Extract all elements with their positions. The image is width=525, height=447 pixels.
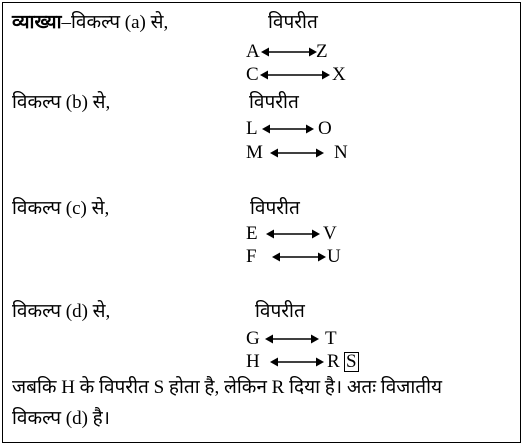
double-arrow-icon [261, 46, 317, 58]
double-arrow-icon [260, 69, 330, 81]
pair-left: G [246, 328, 260, 349]
pair-right: T [325, 328, 337, 349]
pair-left: C [246, 64, 259, 85]
opposite-label-c: विपरीत [250, 198, 300, 219]
option-c-label: विकल्प (c) से, [12, 198, 110, 219]
pair-right: V [323, 223, 337, 244]
pair-d-2 [246, 351, 366, 373]
double-arrow-icon [266, 228, 320, 240]
pair-right: R [327, 351, 340, 372]
heading-bold: व्याख्या [12, 12, 62, 33]
heading-rest: –विकल्प (a) से, [61, 12, 169, 33]
pair-b-1 [246, 118, 336, 140]
pair-right: U [327, 246, 341, 267]
pair-right: Z [316, 41, 328, 62]
pair-c-2 [246, 246, 346, 268]
opposite-label-d: विपरीत [255, 301, 305, 322]
pair-a-1 [246, 41, 336, 63]
double-arrow-icon [270, 356, 324, 368]
double-arrow-icon [265, 333, 319, 345]
pair-d-1 [246, 328, 346, 350]
conclusion-line-2: विकल्प (d) है। [12, 408, 110, 429]
explanation-heading [12, 12, 168, 34]
conclusion-line-1: जबकि H के विपरीत S होता है, लेकिन R दिया है। अतः विजातीय [12, 377, 443, 398]
pair-right: X [332, 64, 346, 85]
pair-left: L [246, 118, 258, 139]
pair-b-2 [246, 142, 356, 164]
opposite-label-a: विपरीत [268, 12, 318, 33]
pair-left: H [246, 351, 260, 372]
pair-c-1 [246, 223, 346, 245]
boxed-letter: S [346, 351, 357, 372]
double-arrow-icon [262, 123, 314, 135]
pair-left: M [246, 142, 263, 163]
pair-a-2 [246, 64, 346, 86]
option-b-label: विकल्प (b) से, [12, 92, 111, 113]
option-d-label: विकल्प (d) से, [12, 301, 111, 322]
pair-right: N [334, 142, 348, 163]
pair-left: E [246, 223, 258, 244]
pair-right: O [318, 118, 332, 139]
double-arrow-icon [272, 251, 326, 263]
double-arrow-icon [270, 147, 324, 159]
pair-left: A [246, 41, 260, 62]
opposite-label-b: विपरीत [249, 92, 299, 113]
pair-left: F [246, 246, 257, 267]
